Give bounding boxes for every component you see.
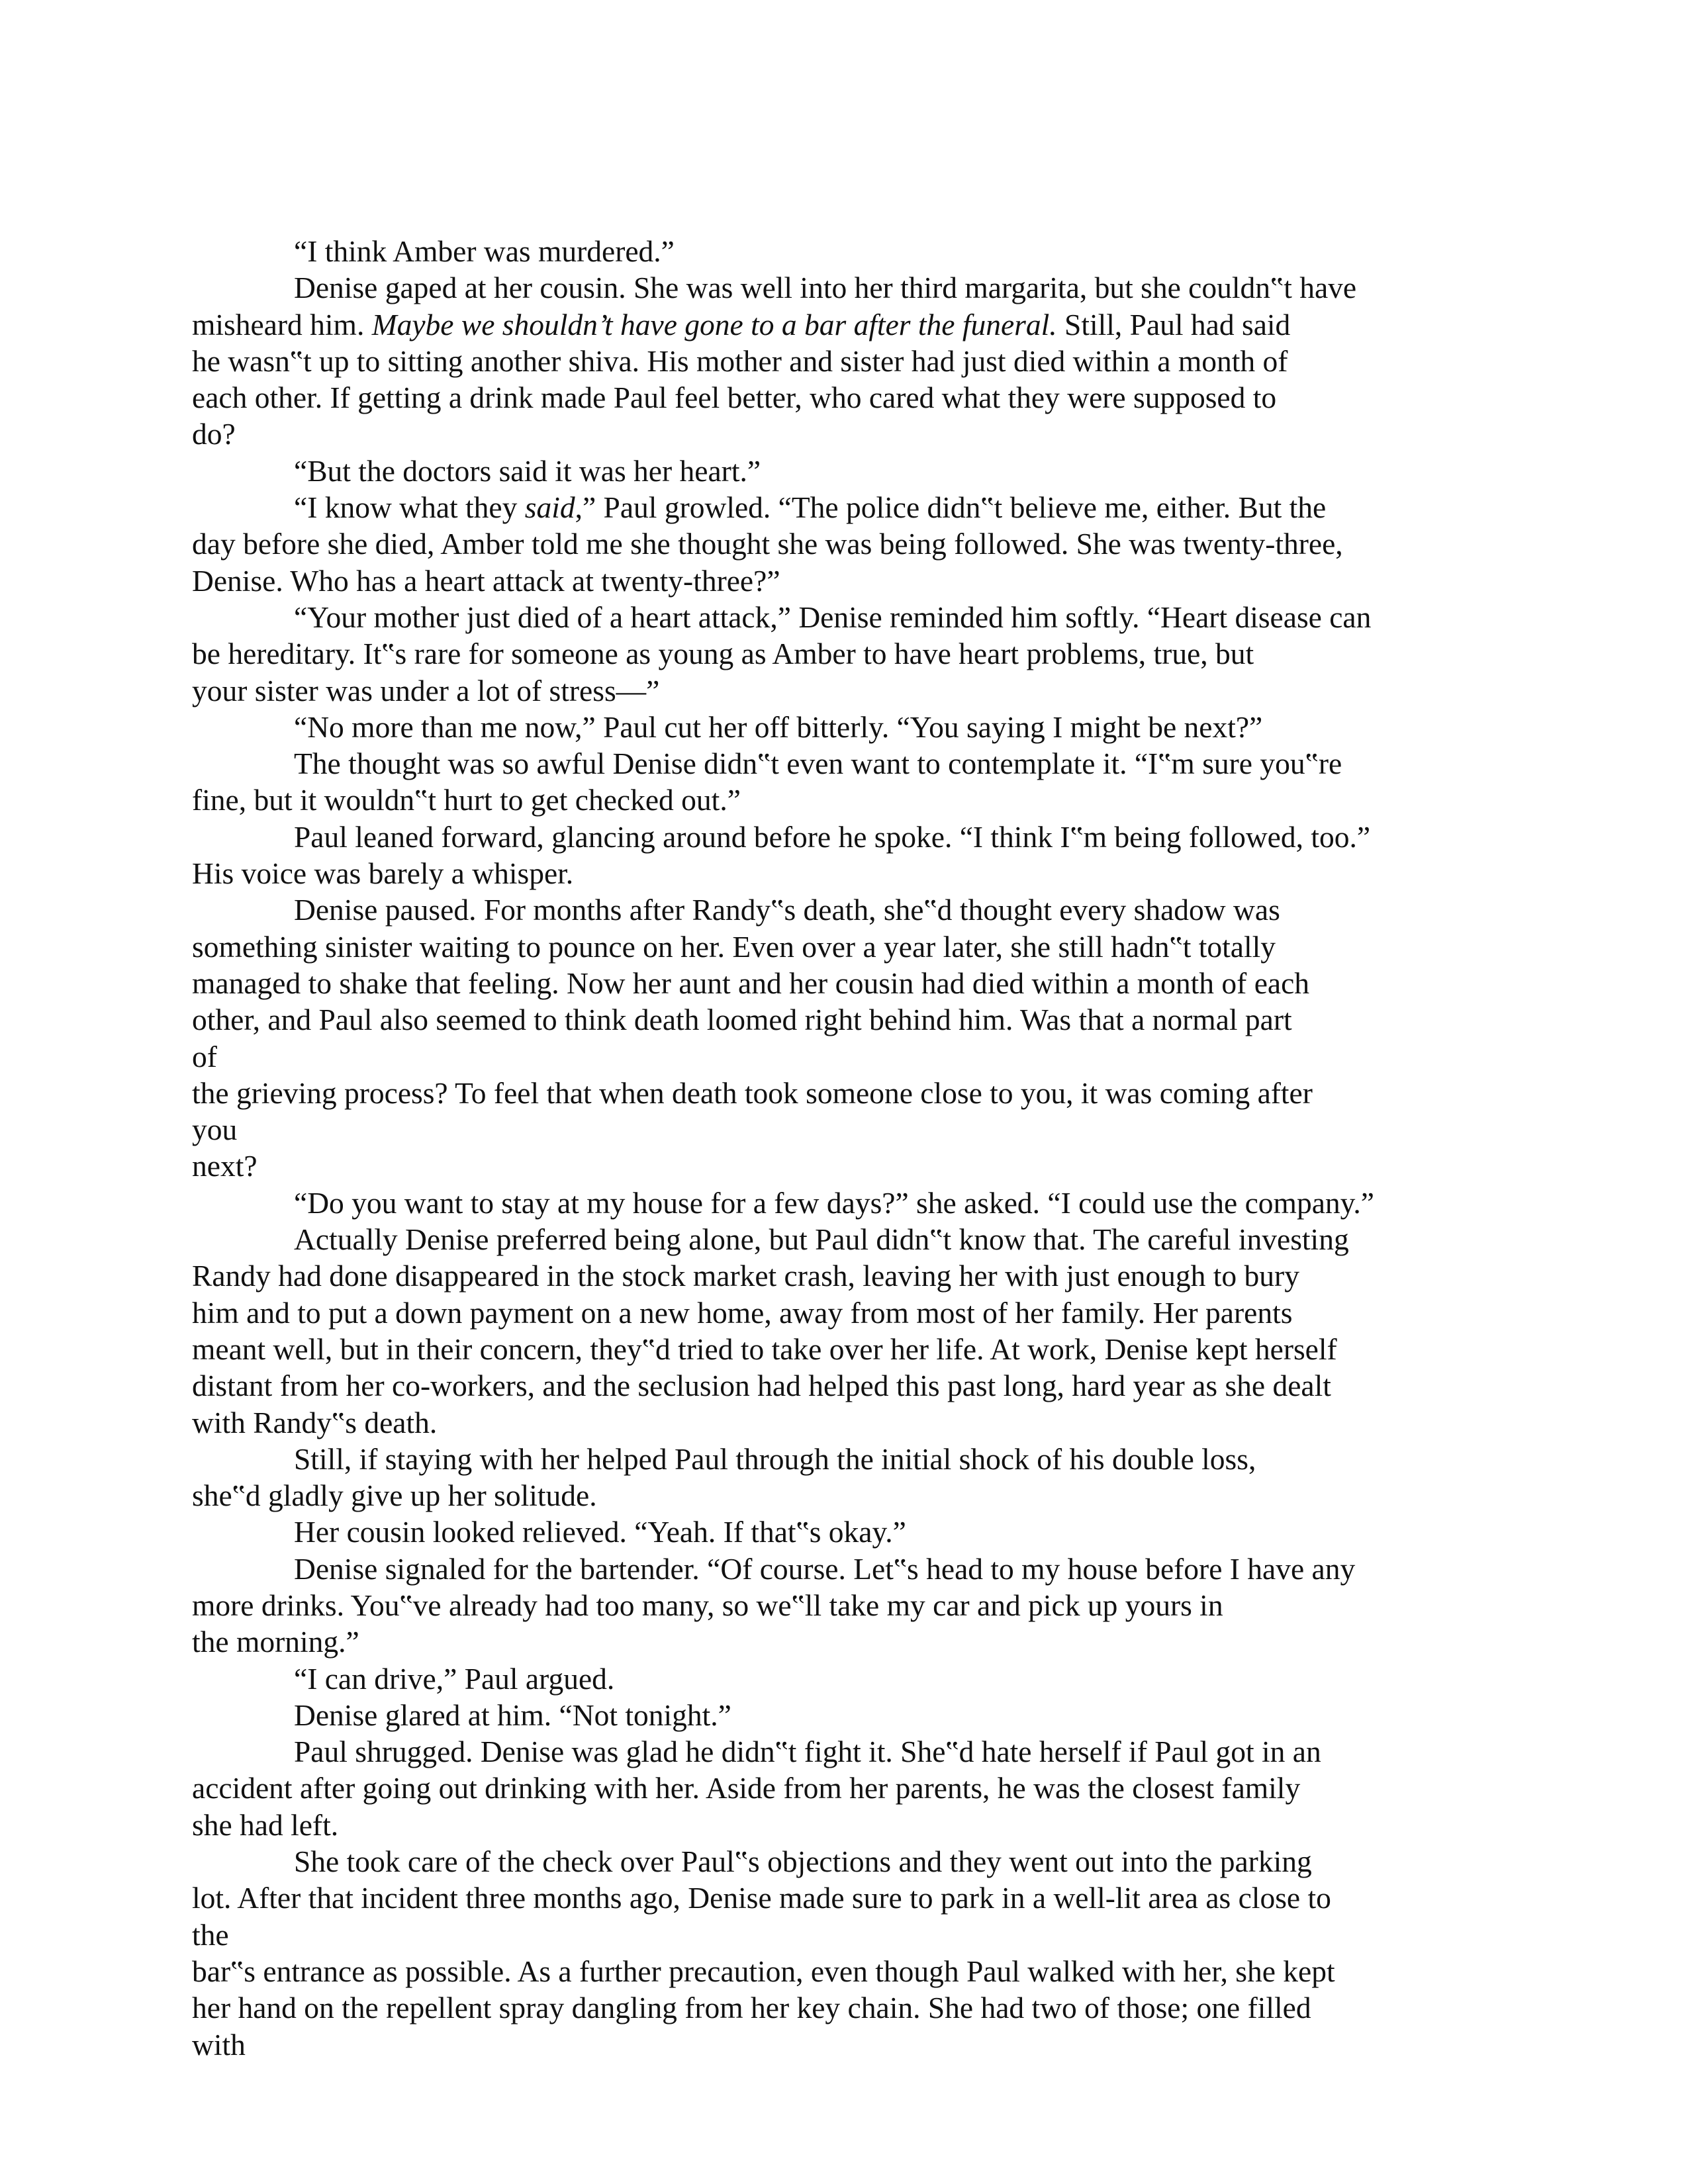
text-run: meant well, but in their concern, they‟d tried to take over her life. At work, Denise kept herself (192, 1332, 1337, 1366)
text-line (192, 672, 1509, 709)
text-line (192, 1733, 1509, 1770)
text-line (192, 525, 1509, 562)
text-run: Her cousin looked relieved. “Yeah. If that‟s okay.” (294, 1515, 906, 1549)
text-line (192, 1697, 1509, 1733)
text-run: bar‟s entrance as possible. As a further precaution, even though Paul walked with her, she kept (192, 1954, 1335, 1988)
text-run: with (192, 2027, 246, 2062)
italic-text: Maybe we shouldn’t have gone to a bar after the funeral. (371, 307, 1057, 341)
text-run: Denise paused. For months after Randy‟s death, she‟d thought every shadow was (294, 893, 1280, 927)
text-line (192, 1001, 1509, 1038)
text-run: you (192, 1113, 238, 1147)
text-line (192, 929, 1509, 965)
text-run: Denise signaled for the bartender. “Of course. Let‟s head to my house before I have any (294, 1551, 1356, 1586)
text-line (192, 1661, 1509, 1697)
text-line (192, 965, 1509, 1001)
text-line (192, 1880, 1509, 1916)
text-line (192, 891, 1509, 928)
text-line (192, 2026, 1509, 2063)
text-line (192, 563, 1509, 599)
text-run: “But the doctors said it was her heart.” (294, 453, 761, 488)
text-run: do? (192, 417, 236, 451)
text-run: of (192, 1039, 217, 1073)
text-line (192, 1770, 1509, 1806)
text-run: accident after going out drinking with her. Aside from her parents, he was the closest family (192, 1771, 1301, 1805)
text-line (192, 1917, 1509, 1953)
text-line (192, 1587, 1509, 1623)
text-line (192, 1404, 1509, 1441)
text-run: Denise glared at him. “Not tonight.” (294, 1698, 731, 1732)
text-line (192, 1989, 1509, 2026)
text-run: lot. After that incident three months ago, Denise made sure to park in a well-lit area as close to (192, 1881, 1331, 1915)
text-line (192, 416, 1509, 452)
text-line (192, 379, 1509, 416)
text-line (192, 233, 1509, 269)
text-line (192, 269, 1509, 306)
text-run: he wasn‟t up to sitting another shiva. His mother and sister had just died within a month of (192, 343, 1288, 378)
text-line (192, 1148, 1509, 1184)
text-line (192, 1075, 1509, 1111)
text-run: Denise gaped at her cousin. She was well into her third margarita, but she couldn‟t have (294, 271, 1357, 305)
text-run: next? (192, 1149, 258, 1183)
text-line (192, 709, 1509, 745)
text-run: Paul shrugged. Denise was glad he didn‟t fight it. She‟d hate herself if Paul got in an (294, 1735, 1321, 1769)
text-run: “Your mother just died of a heart attack,” Denise reminded him softly. “Heart disease can (294, 600, 1372, 634)
text-run: misheard him. (192, 307, 372, 341)
text-run: The thought was so awful Denise didn‟t even want to contemplate it. “I‟m sure you‟re (294, 747, 1342, 781)
text-line (192, 1551, 1509, 1587)
text-run: more drinks. You‟ve already had too many, so we‟ll take my car and pick up yours in (192, 1588, 1223, 1622)
text-run: ,” Paul growled. “The police didn‟t believe me, either. But the (575, 490, 1327, 525)
text-line (192, 1843, 1509, 1880)
text-line (192, 1331, 1509, 1367)
text-run: distant from her co-workers, and the seclusion had helped this past long, hard year as she dealt (192, 1369, 1331, 1403)
text-run: she had left. (192, 1807, 339, 1842)
text-run: be hereditary. It‟s rare for someone as young as Amber to have heart problems, true, but (192, 637, 1254, 671)
text-line (192, 1441, 1509, 1477)
text-run: her hand on the repellent spray dangling from her key chain. She had two of those; one filled (192, 1991, 1311, 2025)
text-line (192, 1953, 1509, 1989)
text-run: His voice was barely a whisper. (192, 856, 574, 891)
text-line (192, 1477, 1509, 1514)
text-line (192, 819, 1509, 855)
text-run: “I think Amber was murdered.” (294, 234, 675, 268)
text-line (192, 855, 1509, 891)
text-line (192, 635, 1509, 672)
text-run: fine, but it wouldn‟t hurt to get checked out.” (192, 783, 741, 817)
text-run: She took care of the check over Paul‟s objections and they went out into the parking (294, 1844, 1312, 1879)
body-text (192, 233, 1509, 2063)
text-line (192, 745, 1509, 782)
text-run: something sinister waiting to pounce on her. Even over a year later, she still hadn‟t totally (192, 929, 1276, 964)
text-line (192, 782, 1509, 818)
text-run: managed to shake that feeling. Now her aunt and her cousin had died within a month of each (192, 966, 1310, 1000)
italic-text: said (524, 490, 575, 525)
text-line (192, 343, 1509, 379)
text-run: the morning.” (192, 1625, 359, 1659)
text-run: Denise. Who has a heart attack at twenty-three?” (192, 563, 780, 598)
text-line (192, 1367, 1509, 1404)
text-run: “Do you want to stay at my house for a few days?” she asked. “I could use the company.” (294, 1185, 1375, 1220)
text-run: the grieving process? To feel that when death took someone close to you, it was coming after (192, 1075, 1313, 1110)
text-line (192, 489, 1509, 525)
text-line (192, 1807, 1509, 1843)
text-run: “I can drive,” Paul argued. (294, 1661, 615, 1696)
text-line (192, 1038, 1509, 1075)
text-run: with Randy‟s death. (192, 1405, 438, 1439)
text-run: Paul leaned forward, glancing around before he spoke. “I think I‟m being followed, too.” (294, 819, 1371, 854)
text-run: day before she died, Amber told me she thought she was being followed. She was twenty-three, (192, 527, 1343, 561)
text-line (192, 1185, 1509, 1221)
text-run: each other. If getting a drink made Paul feel better, who cared what they were supposed to (192, 381, 1277, 415)
text-line (192, 1623, 1509, 1660)
text-line (192, 1257, 1509, 1294)
text-line (192, 1514, 1509, 1550)
text-run: Still, Paul had said (1056, 307, 1291, 341)
text-run: “No more than me now,” Paul cut her off bitterly. “You saying I might be next?” (294, 709, 1263, 744)
text-run: the (192, 1917, 229, 1952)
text-run: your sister was under a lot of stress—” (192, 673, 660, 707)
text-line (192, 599, 1509, 635)
text-run: Randy had done disappeared in the stock market crash, leaving her with just enough to bury (192, 1259, 1299, 1293)
text-line (192, 306, 1509, 343)
text-run: Still, if staying with her helped Paul through the initial shock of his double loss, (294, 1441, 1256, 1476)
text-run: “I know what they (294, 490, 525, 525)
text-line (192, 453, 1509, 489)
text-run: Actually Denise preferred being alone, but Paul didn‟t know that. The careful investing (294, 1222, 1349, 1257)
text-run: him and to put a down payment on a new home, away from most of her family. Her parents (192, 1295, 1293, 1330)
text-line (192, 1111, 1509, 1148)
text-line (192, 1295, 1509, 1331)
text-line (192, 1221, 1509, 1257)
text-run: other, and Paul also seemed to think death loomed right behind him. Was that a normal part (192, 1003, 1292, 1037)
text-run: she‟d gladly give up her solitude. (192, 1479, 597, 1513)
